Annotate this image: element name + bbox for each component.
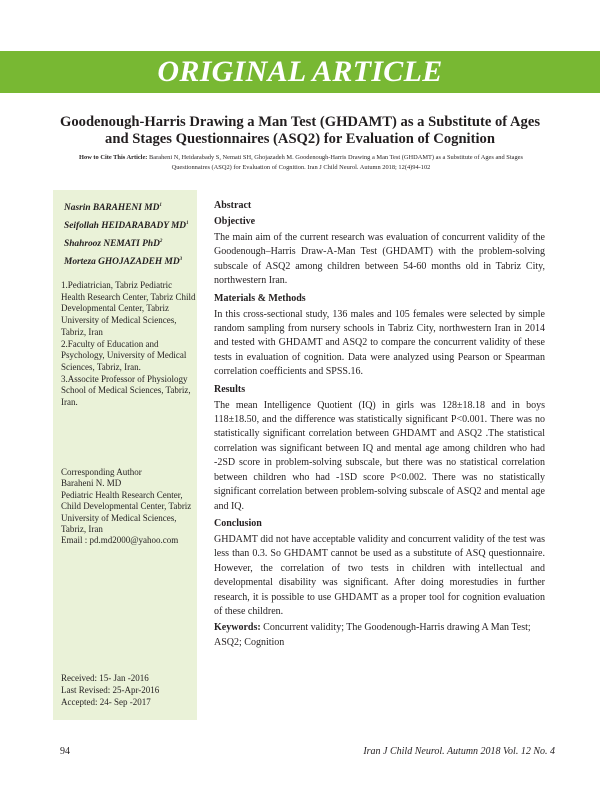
author-name: Shahrooz NEMATI PhD$^2$ xyxy=(64,239,163,250)
received-date: Received: 15- Jan -2016 xyxy=(61,673,149,683)
section-heading-methods: Materials & Methods xyxy=(214,292,306,304)
article-type-label: ORIGINAL ARTICLE xyxy=(157,55,443,88)
article-title: Goodenough-Harris Drawing a Man Test (GHDAMT) as a Substitute of Ages and Stages Questionnaires (ASQ2) for Evaluation of Cognition xyxy=(60,114,540,147)
corresponding-name: Baraheni N. MD xyxy=(61,478,122,489)
author-name: Morteza GHOJAZADEH $MD^3$ xyxy=(64,257,183,268)
revised-date: Last Revised: 25-Apr-2016 xyxy=(61,685,160,696)
journal-footer: Iran J Child Neurol. Autumn 2018 Vol. 12 No. 4 xyxy=(363,746,555,757)
section-text-objective: The main aim of the current research was evaluation of concurrent validity of the Goodenough–Harris Draw-A-Man Test (GHDAMT) with the problem-solving subscale of ASQ2 among children between 54-60 months old in Tabriz City, northwestern Iran. xyxy=(214,232,545,287)
citation-text: Baraheni N, Heidarabady S, Nemati SH, Ghojazadeh M. Goodenough-Harris Drawing a Man Test (GHDAMT) as a Substitute of Ages and Stages Questionnaires (ASQ2) for Evaluation of Cognition. Iran J Child Neurol. Autumn 2018; 12(4)94-102 xyxy=(149,154,523,171)
section-heading-results: Results xyxy=(214,383,246,395)
citation-label: How to Cite This Article: xyxy=(79,154,148,161)
section-heading-objective: Objective xyxy=(214,216,256,227)
author-name: Nasrin BARAHENI $MD^1$ xyxy=(64,203,162,214)
article-dates xyxy=(61,672,197,709)
affiliation: 2.Faculty of Education and Psychology, University of Medical Sciences, Tabriz, Iran. xyxy=(61,338,187,372)
corresponding-author xyxy=(61,467,197,547)
keywords-text: Concurrent validity; The Goodenough-Harris drawing A Man Test; ASQ2; Cognition xyxy=(214,622,531,648)
affiliations xyxy=(61,280,197,409)
author-list xyxy=(64,198,204,271)
abstract xyxy=(214,198,545,650)
section-text-conclusion: GHDAMT did not have acceptable validity and concurrent validity of the test was less than 0.3. So GHDAMT cannot be used as a substitute of ASQ questionnaire. However, the correlation of two tests in children with intellectual and developmental disability was significant. After doing morestudies in further research, it is possible to use GHDAMT as a proper tool for cognition evaluation of these children. xyxy=(214,533,545,617)
abstract-heading: Abstract xyxy=(214,200,252,211)
corresponding-address: Pediatric Health Research Center, Child Developmental Center, Tabriz University of Medical Sciences, Tabriz, Iran xyxy=(61,489,192,535)
accepted-date: Accepted: 24- Sep -2017 xyxy=(61,697,151,708)
affiliation: 3.Associte Professor of Physiology School of Medical Sciences, Tabriz, Iran. xyxy=(61,373,191,408)
citation xyxy=(66,153,536,173)
section-heading-conclusion: Conclusion xyxy=(214,517,262,529)
affiliation: 1.Pediatrician, Tabriz Pediatric Health Research Center, Tabriz Child Developmental Center, Tabriz University of Medical Sciences, Tabriz, Iran xyxy=(61,280,196,337)
keywords-label: Keywords: xyxy=(214,622,261,634)
corresponding-heading: Corresponding Author xyxy=(61,467,142,477)
page-number: 94 xyxy=(60,746,70,757)
section-text-results: The mean Intelligence Quotient (IQ) in girls was 128±18.18 and in boys 118±18.50, and the difference was statistically significant P<0.001. There was no statistically significant correlation between GHDAMT and ASQ2 .The statistical correlation was significant between IQ and mental age among children who had -2SD score in problem-solving subscale, but there was no statistical correlation between children who had -1SD score P<0.002. There was no statistically significant correlation between problem-solving subscale of ASQ2 and mental age and IQ. xyxy=(214,399,545,512)
corresponding-email: Email : pd.md2000@yahoo.com xyxy=(61,535,179,546)
author-name: Seifollah HEIDARABADY $MD^1$ xyxy=(64,221,189,232)
article-type-banner xyxy=(0,51,600,93)
keywords xyxy=(214,621,545,650)
section-text-methods: In this cross-sectional study, 136 males and 105 females were selected by simple random sampling from nursery schools in Tabriz City, northwestern Iran in 2014 and tested with GHDAMT and ASQ2 to compare the concurrent validity of these tests in evaluation of cognition. Data were analyzed using Pearson or Spearman correlation coefficients and SPSS.16. xyxy=(214,308,545,378)
